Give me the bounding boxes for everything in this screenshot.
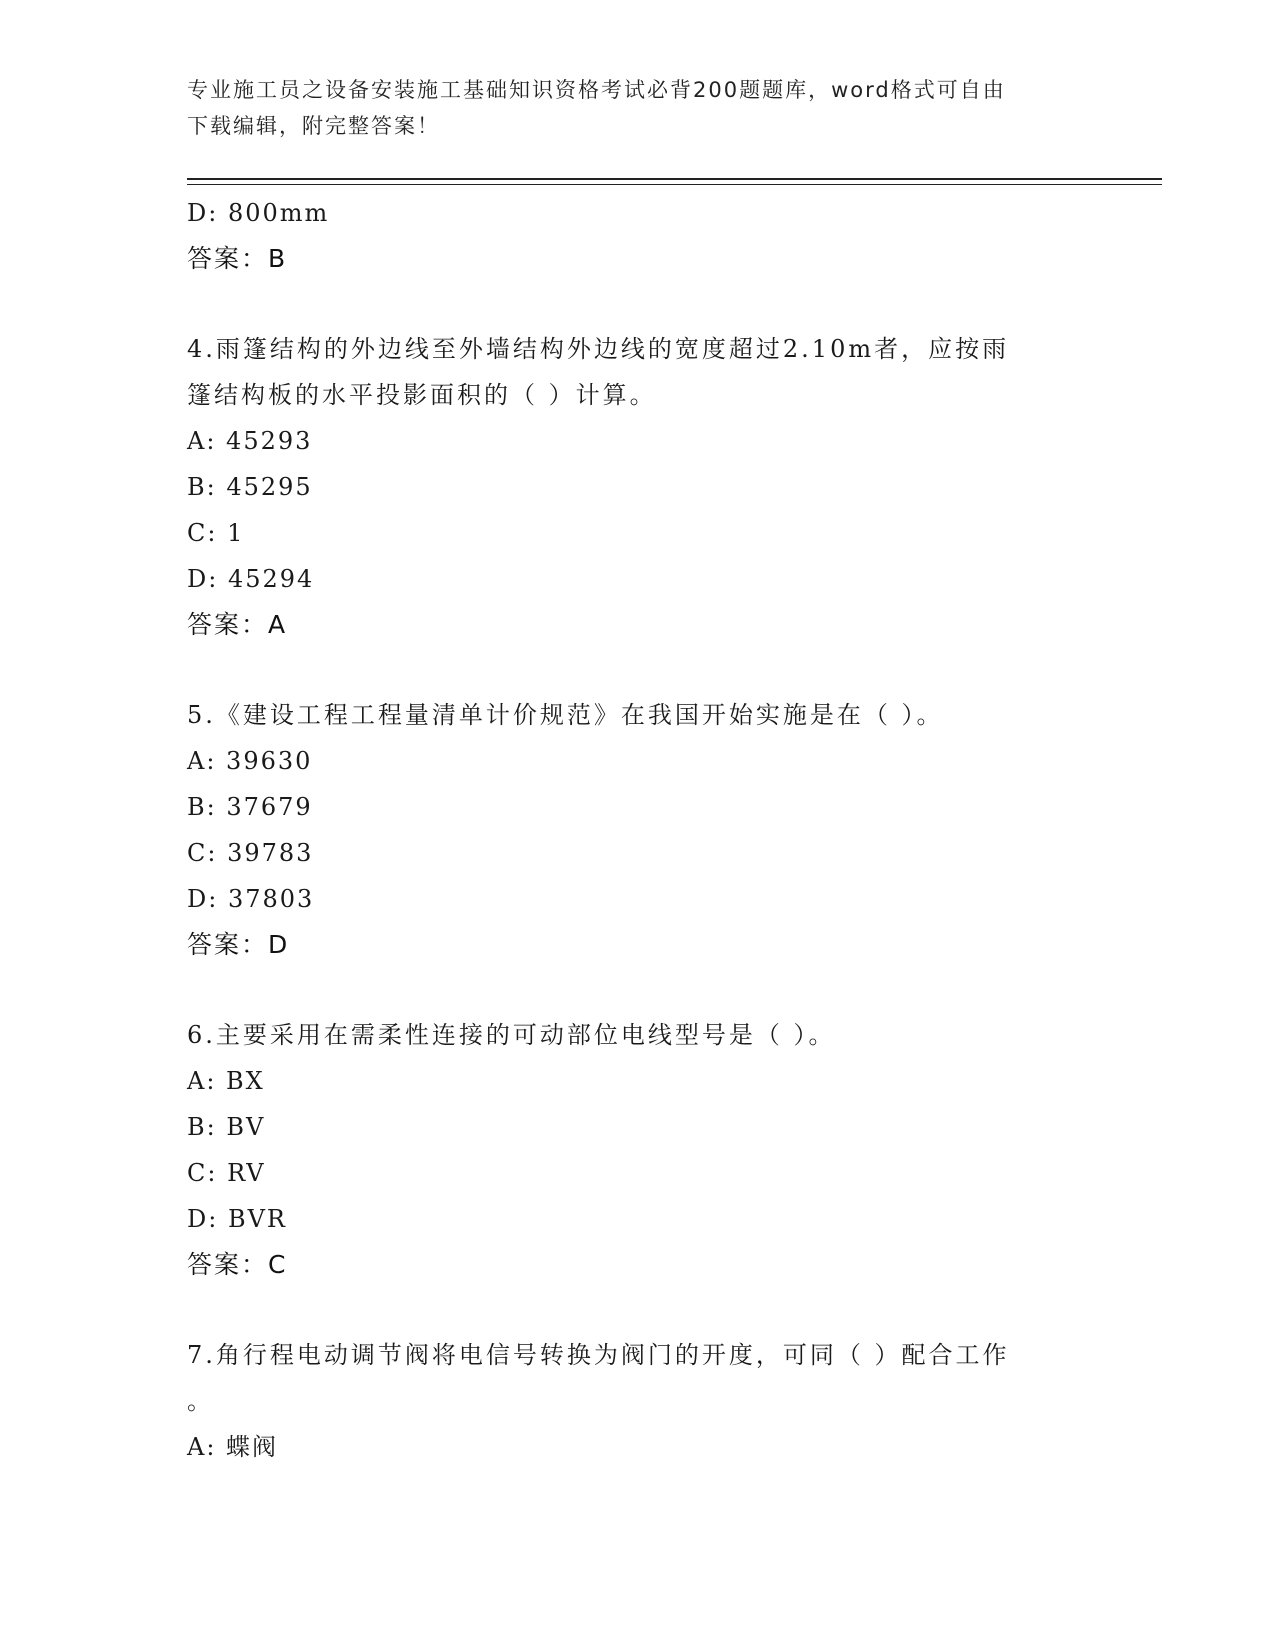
option-a: A: 蝶阀	[187, 1433, 279, 1461]
option-c: C: RV	[187, 1159, 266, 1187]
option-d: D: BVR	[187, 1205, 287, 1233]
question-text-line-1: 6.主要采用在需柔性连接的可动部位电线型号是（ ）。	[187, 1021, 836, 1049]
option-b: B: 45295	[187, 473, 313, 501]
option-a: A: 45293	[187, 427, 313, 455]
option-b: B: BV	[187, 1113, 266, 1141]
document-header	[187, 72, 1087, 144]
header-line-1: 专业施工员之设备安装施工基础知识资格考试必背200题题库，word格式可自由	[187, 78, 1006, 102]
header-line-2: 下载编辑，附完整答案！	[187, 114, 440, 138]
answer: 答案：A	[187, 610, 288, 639]
question-text-line-1: 5.《建设工程工程量清单计价规范》在我国开始实施是在（ ）。	[187, 701, 944, 729]
question-text-line-2: 篷结构板的水平投影面积的（ ）计算。	[187, 381, 657, 409]
question-5	[187, 692, 1087, 968]
option-c: C: 39783	[187, 839, 314, 867]
spacer	[187, 968, 1087, 1012]
question-content	[187, 190, 1087, 1470]
question-text-line-1: 4.雨篷结构的外边线至外墙结构外边线的宽度超过2.10m者，应按雨	[187, 335, 1010, 363]
question-text-line-2: 。	[187, 1387, 214, 1415]
question-7	[187, 1332, 1087, 1470]
spacer	[187, 1288, 1087, 1332]
question-3	[187, 190, 1087, 282]
answer: 答案：C	[187, 1250, 288, 1279]
question-6	[187, 1012, 1087, 1288]
option-d: D: 45294	[187, 565, 315, 593]
header-rule-thick	[187, 178, 1162, 180]
question-text-line-1: 7.角行程电动调节阀将电信号转换为阀门的开度，可同（ ）配合工作	[187, 1341, 1010, 1369]
question-4	[187, 326, 1087, 648]
option-b: B: 37679	[187, 793, 313, 821]
answer: 答案：B	[187, 244, 288, 273]
spacer	[187, 648, 1087, 692]
option-d: D: 800mm	[187, 199, 330, 227]
option-a: A: 39630	[187, 747, 313, 775]
option-d: D: 37803	[187, 885, 315, 913]
option-c: C: 1	[187, 519, 245, 547]
option-a: A: BX	[187, 1067, 265, 1095]
header-rule-thin	[187, 184, 1162, 185]
answer: 答案：D	[187, 930, 290, 959]
spacer	[187, 282, 1087, 326]
